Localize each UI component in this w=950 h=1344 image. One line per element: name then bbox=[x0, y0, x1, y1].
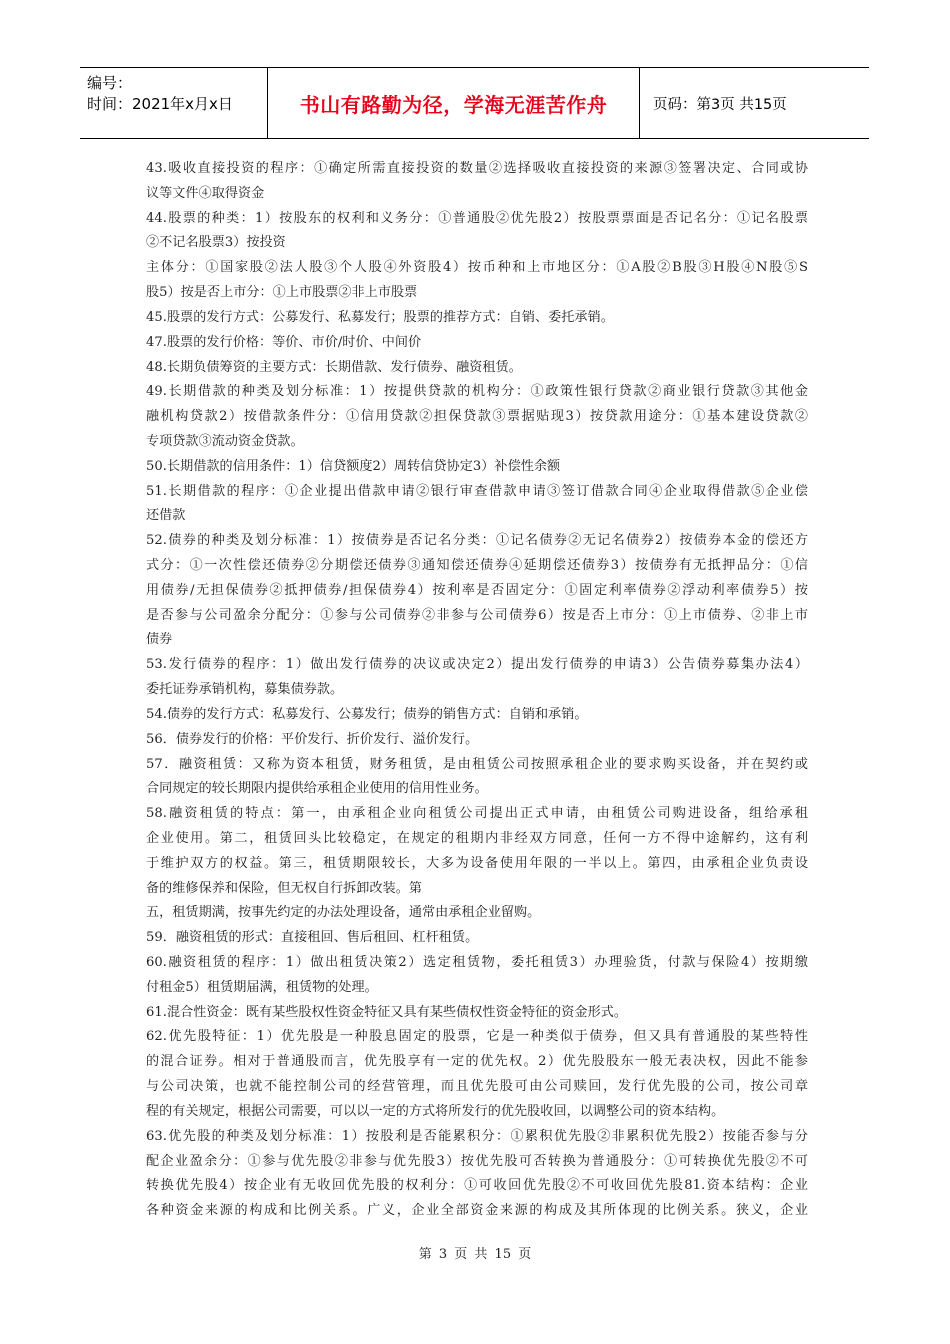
page-header bbox=[80, 67, 869, 139]
body-text-line: 付租金5）租赁期届满，租赁物的处理。 bbox=[146, 979, 378, 995]
body-text-line: 专项贷款③流动资金贷款。 bbox=[146, 433, 304, 449]
body-text-line: 59．融资租赁的形式：直接租回、售后租回、杠杆租赁。 bbox=[146, 930, 479, 946]
body-text-line: 配企业盈余分：①参与优先股②非参与优先股3）按优先股可否转换为普通股分：①可转换优先股②不可 bbox=[146, 1153, 808, 1169]
body-text-line: ②不记名股票3）按投资 bbox=[146, 235, 286, 251]
header-meta bbox=[80, 68, 268, 138]
body-text-line: 企业使用。第二，租赁回头比较稳定，在规定的租期内非经双方同意，任何一方不得中途解约，这有利 bbox=[146, 830, 808, 846]
body-text-line: 61.混合性资金：既有某些股权性资金特征又具有某些债权性资金特征的资金形式。 bbox=[146, 1004, 628, 1020]
body-text-line: 44.股票的种类：1）按股东的权利和义务分：①普通股②优先股2）按股票票面是否记名分：①记名股票 bbox=[146, 210, 808, 226]
body-text-line: 主体分：①国家股②法人股③个人股④外资股4）按币种和上市地区分：①A股②B股③H股④N股⑤S bbox=[146, 260, 808, 276]
body-text-line: 57．融资租赁：又称为资本租赁，财务租赁，是由租赁公司按照承租企业的要求购买设备，并在契约或 bbox=[146, 756, 808, 772]
page-footer: 第 3 页 共 15 页 bbox=[418, 1247, 532, 1262]
body-text-line: 债券 bbox=[146, 632, 173, 648]
body-text-line: 51.长期借款的程序：①企业提出借款申请②银行审查借款申请③签订借款合同④企业取得借款⑤企业偿 bbox=[146, 483, 808, 499]
body-text-line: 融机构贷款2）按借款条件分：①信用贷款②担保贷款③票据贴现3）按贷款用途分：①基本建设贷款② bbox=[146, 409, 808, 425]
body-text-line: 是否参与公司盈余分配分：①参与公司债券②非参与公司债券6）按是否上市分：①上市债券、②非上市 bbox=[146, 607, 808, 623]
body-text-line: 63.优先股的种类及划分标准：1）按股利是否能累积分：①累积优先股②非累积优先股2）按能否参与分 bbox=[146, 1128, 808, 1144]
document-body bbox=[146, 157, 808, 1224]
body-text-line: 53.发行债券的程序：1）做出发行债券的决议或决定2）提出发行债券的申请3）公告债券募集办法4） bbox=[146, 657, 808, 673]
body-text-line: 与公司决策，也就不能控制公司的经营管理，而且优先股可由公司赎回，发行优先股的公司，按公司章 bbox=[146, 1079, 808, 1095]
body-text-line: 备的维修保养和保险，但无权自行拆卸改装。第 bbox=[146, 880, 423, 896]
body-text-line: 58.融资租赁的特点：第一，由承租企业向租赁公司提出正式申请，由租赁公司购进设备，组给承租 bbox=[146, 806, 808, 822]
body-text-line: 式分：①一次性偿还债券②分期偿还债券③通知偿还债券④延期偿还债券3）按债券有无抵押品分：①信 bbox=[146, 558, 808, 573]
body-text-line: 49.长期借款的种类及划分标准：1）按提供贷款的机构分：①政策性银行贷款②商业银行贷款③其他金 bbox=[146, 384, 808, 400]
body-text-line: 62.优先股特征：1）优先股是一种股息固定的股票，它是一种类似于债券，但又具有普通股的某些特性 bbox=[146, 1029, 808, 1045]
header-motto: 书山有路勤为径，学海无涯苦作舟 bbox=[268, 68, 640, 138]
body-text-line: 还借款 bbox=[146, 508, 186, 524]
body-text-line: 47.股票的发行价格：等价、市价/时价、中间价 bbox=[146, 334, 422, 350]
body-text-line: 委托证券承销机构，募集债券款。 bbox=[146, 682, 344, 698]
body-text-line: 用债券/无担保债券②抵押债券/担保债券4）按利率是否固定分：①固定利率债券②浮动利率债券5）按 bbox=[146, 582, 808, 598]
document-time-label: 时间：2021年x月x日 bbox=[87, 95, 233, 113]
body-text-line: 48.长期负债筹资的主要方式：长期借款、发行债券、融资租赁。 bbox=[146, 359, 522, 375]
body-text-line: 的混合证券。相对于普通股而言，优先股享有一定的优先权。2）优先股股东一般无表决权，因此不能参 bbox=[146, 1054, 808, 1070]
body-text-line: 五，租赁期满，按事先约定的办法处理设备，通常由承租企业留购。 bbox=[146, 905, 541, 921]
body-text-line: 50.长期借款的信用条件：1）信贷额度2）周转信贷协定3）补偿性余额 bbox=[146, 458, 561, 474]
body-text-line: 各种资金来源的构成和比例关系。广义，企业全部资金来源的构成及其所体现的比例关系。狭义，企业 bbox=[146, 1203, 808, 1219]
document-number-label: 编号： bbox=[87, 74, 133, 92]
body-text-line: 转换优先股4）按企业有无收回优先股的权利分：①可收回优先股②不可收回优先股81.资本结构：企业 bbox=[146, 1178, 808, 1194]
body-text-line: 52.债券的种类及划分标准：1）按债券是否记名分类：①记名债券②无记名债券2）按债券本金的偿还方 bbox=[146, 533, 808, 549]
body-text-line: 56．债券发行的价格：平价发行、折价发行、溢价发行。 bbox=[146, 731, 479, 747]
body-text-line: 60.融资租赁的程序：1）做出租赁决策2）选定租赁物，委托租赁3）办理验货，付款与保险4）按期缴 bbox=[146, 955, 808, 970]
body-text-line: 合同规定的较长期限内提供给承租企业使用的信用性业务。 bbox=[146, 781, 488, 797]
body-text-line: 54.债券的发行方式：私募发行、公募发行；债券的销售方式：自销和承销。 bbox=[146, 706, 588, 722]
body-text-line: 43.吸收直接投资的程序：①确定所需直接投资的数量②选择吸收直接投资的来源③签署决定、合同或协 bbox=[146, 161, 808, 176]
body-text-line: 45.股票的发行方式：公募发行、私募发行；股票的推荐方式：自销、委托承销。 bbox=[146, 309, 614, 325]
body-text-line: 议等文件④取得资金 bbox=[146, 185, 265, 201]
header-page-info: 页码：第3页 共15页 bbox=[653, 96, 787, 113]
body-text-line: 股5）按是否上市分：①上市股票②非上市股票 bbox=[146, 285, 418, 301]
body-text-line: 程的有关规定，根据公司需要，可以以一定的方式将所发行的优先股收回，以调整公司的资本结构。 bbox=[146, 1103, 725, 1119]
body-text-line: 于维护双方的权益。第三，租赁期限较长，大多为设备使用年限的一半以上。第四，由承租企业负责设 bbox=[146, 855, 808, 871]
